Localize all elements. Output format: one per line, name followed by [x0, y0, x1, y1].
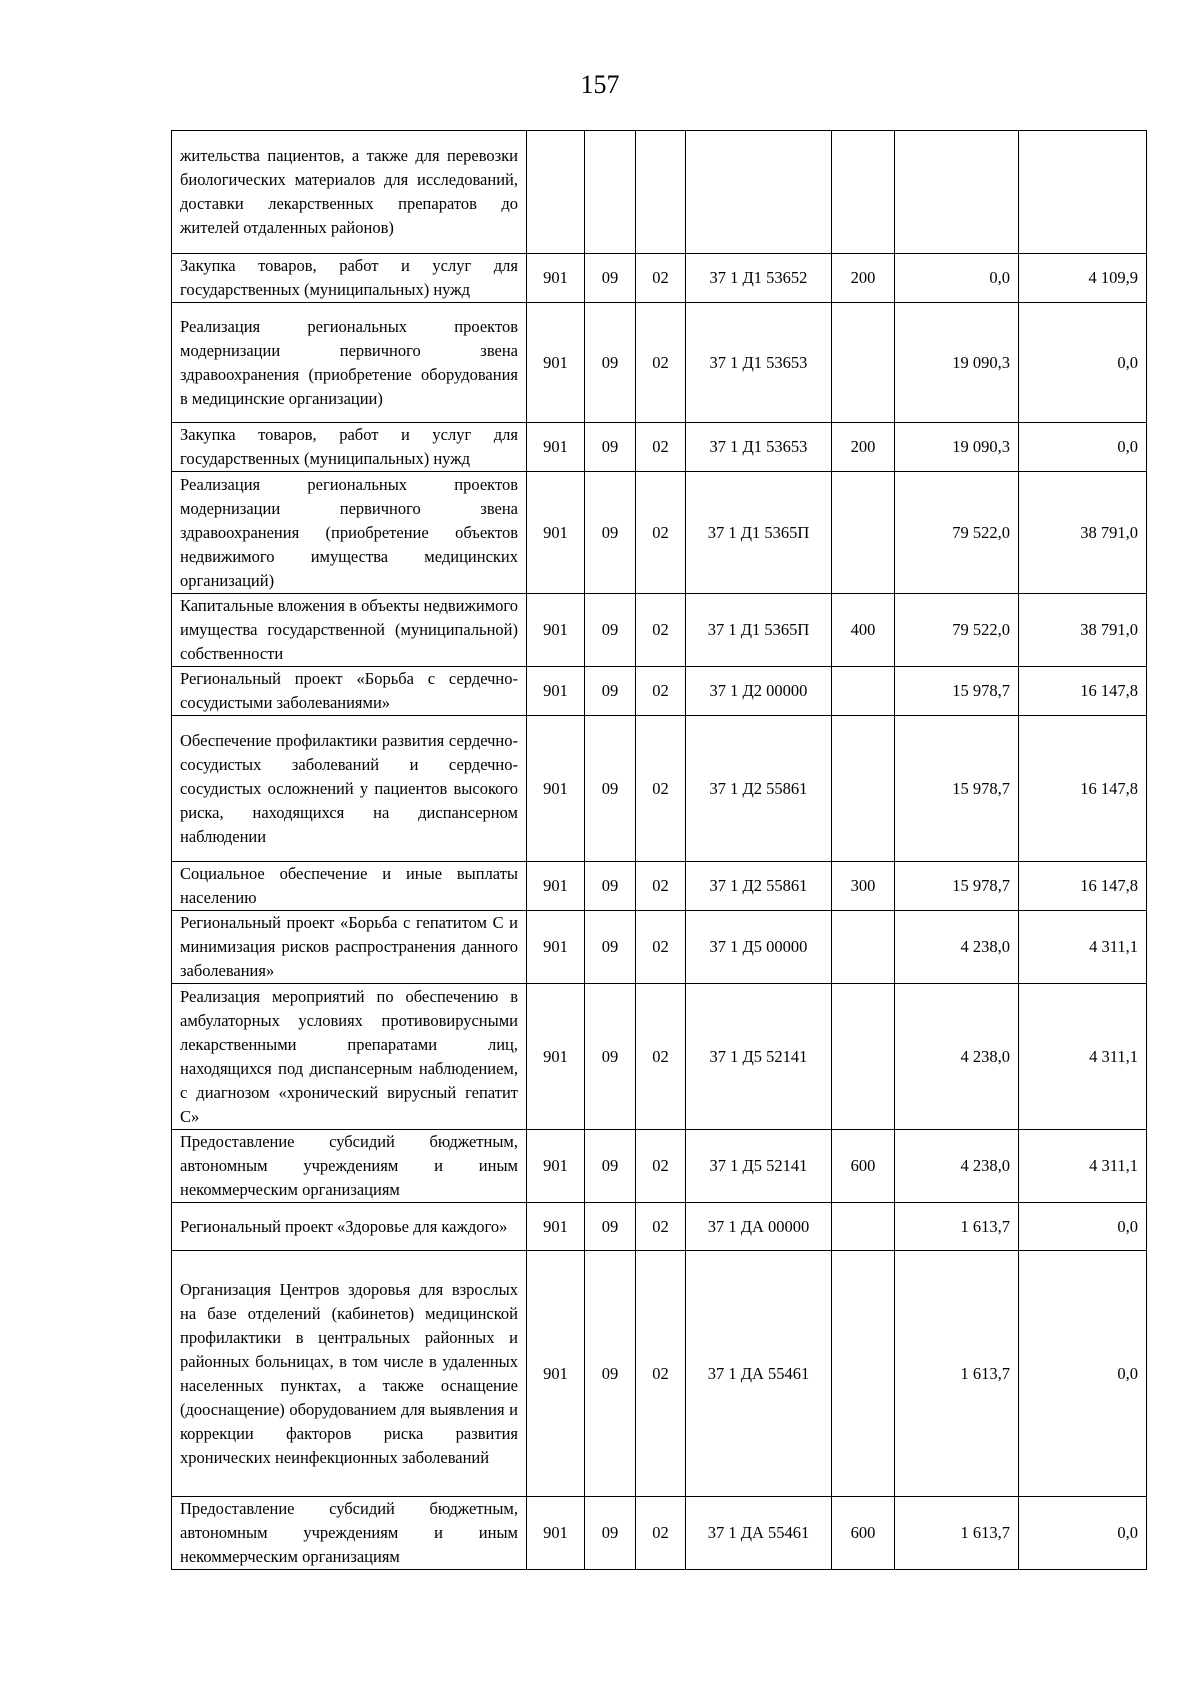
- item-name-cell: Региональный проект «Здоровье для каждого»: [172, 1203, 527, 1251]
- grbs-code-cell: 901: [527, 594, 585, 667]
- subsection-code-cell: 02: [636, 667, 686, 716]
- target-article-cell: 37 1 ДА 55461: [686, 1497, 832, 1570]
- table-row: [172, 911, 1147, 984]
- item-name-cell: Реализация мероприятий по обеспечению в амбулаторных условиях противовирусными лекарственными препаратами лиц, находящихся под диспансерным наблюдением, с диагнозом «хронический вирусный гепатит С»: [172, 984, 527, 1130]
- subsection-code-cell: 02: [636, 984, 686, 1130]
- target-article-cell: 37 1 Д1 5365П: [686, 594, 832, 667]
- grbs-code-cell: 901: [527, 1497, 585, 1570]
- table-row: [172, 716, 1147, 862]
- table-row: [172, 1497, 1147, 1570]
- subsection-code-cell: 02: [636, 862, 686, 911]
- expense-type-cell: 400: [832, 594, 895, 667]
- item-name-cell: Социальное обеспечение и иные выплаты населению: [172, 862, 527, 911]
- table-body: [172, 131, 1147, 1570]
- amount-year1-cell: 1 613,7: [895, 1251, 1019, 1497]
- target-article-cell: 37 1 Д5 52141: [686, 1130, 832, 1203]
- item-name-cell: Организация Центров здоровья для взрослых на базе отделений (кабинетов) медицинской профилактики в центральных районных и районных больницах, в том числе в удаленных населенных пунктах, а также оснащение (дооснащение) оборудованием для выявления и коррекции факторов риска развития хронических неинфекционных заболеваний: [172, 1251, 527, 1497]
- amount-year2-cell: [1019, 131, 1147, 254]
- grbs-code-cell: 901: [527, 984, 585, 1130]
- table-row: [172, 862, 1147, 911]
- item-name-cell: Предоставление субсидий бюджетным, автономным учреждениям и иным некоммерческим организациям: [172, 1130, 527, 1203]
- amount-year1-cell: 15 978,7: [895, 716, 1019, 862]
- subsection-code-cell: 02: [636, 594, 686, 667]
- item-name-cell: Реализация региональных проектов модернизации первичного звена здравоохранения (приобретение оборудования в медицинские организации): [172, 303, 527, 423]
- section-code-cell: 09: [585, 254, 636, 303]
- item-name-cell: Закупка товаров, работ и услуг для государственных (муниципальных) нужд: [172, 254, 527, 303]
- item-name-cell: Обеспечение профилактики развития сердечно-сосудистых заболеваний и сердечно-сосудистых осложнений у пациентов высокого риска, находящихся на диспансерном наблюдении: [172, 716, 527, 862]
- target-article-cell: 37 1 Д1 53653: [686, 303, 832, 423]
- amount-year1-cell: 4 238,0: [895, 1130, 1019, 1203]
- table-row: [172, 472, 1147, 594]
- grbs-code-cell: 901: [527, 667, 585, 716]
- grbs-code-cell: [527, 131, 585, 254]
- table-row: [172, 303, 1147, 423]
- section-code-cell: 09: [585, 716, 636, 862]
- expense-type-cell: [832, 1203, 895, 1251]
- amount-year2-cell: 0,0: [1019, 423, 1147, 472]
- expense-type-cell: [832, 984, 895, 1130]
- section-code-cell: [585, 131, 636, 254]
- amount-year1-cell: 79 522,0: [895, 594, 1019, 667]
- grbs-code-cell: 901: [527, 1251, 585, 1497]
- subsection-code-cell: 02: [636, 716, 686, 862]
- section-code-cell: 09: [585, 303, 636, 423]
- amount-year2-cell: 0,0: [1019, 1203, 1147, 1251]
- amount-year2-cell: 4 311,1: [1019, 911, 1147, 984]
- section-code-cell: 09: [585, 984, 636, 1130]
- amount-year1-cell: [895, 131, 1019, 254]
- expense-type-cell: [832, 716, 895, 862]
- amount-year2-cell: 0,0: [1019, 1497, 1147, 1570]
- section-code-cell: 09: [585, 423, 636, 472]
- amount-year2-cell: 4 311,1: [1019, 984, 1147, 1130]
- expense-type-cell: [832, 667, 895, 716]
- amount-year2-cell: 4 311,1: [1019, 1130, 1147, 1203]
- expense-type-cell: [832, 131, 895, 254]
- amount-year1-cell: 19 090,3: [895, 303, 1019, 423]
- amount-year1-cell: 15 978,7: [895, 862, 1019, 911]
- grbs-code-cell: 901: [527, 303, 585, 423]
- section-code-cell: 09: [585, 1203, 636, 1251]
- grbs-code-cell: 901: [527, 1130, 585, 1203]
- page-number: 157: [580, 70, 620, 99]
- target-article-cell: [686, 131, 832, 254]
- amount-year1-cell: 1 613,7: [895, 1497, 1019, 1570]
- target-article-cell: 37 1 Д2 55861: [686, 862, 832, 911]
- target-article-cell: 37 1 ДА 55461: [686, 1251, 832, 1497]
- target-article-cell: 37 1 Д5 00000: [686, 911, 832, 984]
- amount-year2-cell: 16 147,8: [1019, 716, 1147, 862]
- item-name-cell: Реализация региональных проектов модернизации первичного звена здравоохранения (приобретение объектов недвижимого имущества медицинских организаций): [172, 472, 527, 594]
- table-row: [172, 594, 1147, 667]
- target-article-cell: 37 1 ДА 00000: [686, 1203, 832, 1251]
- item-name-cell: жительства пациентов, а также для перевозки биологических материалов для исследований, доставки лекарственных препаратов до жителей отдаленных районов): [172, 131, 527, 254]
- subsection-code-cell: [636, 131, 686, 254]
- grbs-code-cell: 901: [527, 472, 585, 594]
- grbs-code-cell: 901: [527, 1203, 585, 1251]
- subsection-code-cell: 02: [636, 254, 686, 303]
- expense-type-cell: 300: [832, 862, 895, 911]
- item-name-cell: Предоставление субсидий бюджетным, автономным учреждениям и иным некоммерческим организациям: [172, 1497, 527, 1570]
- expense-type-cell: 600: [832, 1497, 895, 1570]
- subsection-code-cell: 02: [636, 472, 686, 594]
- amount-year1-cell: 1 613,7: [895, 1203, 1019, 1251]
- expense-type-cell: 600: [832, 1130, 895, 1203]
- table-row: [172, 131, 1147, 254]
- section-code-cell: 09: [585, 862, 636, 911]
- amount-year1-cell: 4 238,0: [895, 984, 1019, 1130]
- amount-year1-cell: 19 090,3: [895, 423, 1019, 472]
- target-article-cell: 37 1 Д5 52141: [686, 984, 832, 1130]
- grbs-code-cell: 901: [527, 254, 585, 303]
- expense-type-cell: 200: [832, 423, 895, 472]
- amount-year2-cell: 0,0: [1019, 1251, 1147, 1497]
- section-code-cell: 09: [585, 1251, 636, 1497]
- target-article-cell: 37 1 Д1 53652: [686, 254, 832, 303]
- item-name-cell: Региональный проект «Борьба с гепатитом С и минимизация рисков распространения данного заболевания»: [172, 911, 527, 984]
- target-article-cell: 37 1 Д1 5365П: [686, 472, 832, 594]
- amount-year1-cell: 4 238,0: [895, 911, 1019, 984]
- amount-year2-cell: 16 147,8: [1019, 862, 1147, 911]
- table-row: [172, 1251, 1147, 1497]
- amount-year2-cell: 38 791,0: [1019, 594, 1147, 667]
- subsection-code-cell: 02: [636, 1130, 686, 1203]
- item-name-cell: Капитальные вложения в объекты недвижимого имущества государственной (муниципальной) собственности: [172, 594, 527, 667]
- table-row: [172, 984, 1147, 1130]
- section-code-cell: 09: [585, 911, 636, 984]
- amount-year1-cell: 79 522,0: [895, 472, 1019, 594]
- item-name-cell: Закупка товаров, работ и услуг для государственных (муниципальных) нужд: [172, 423, 527, 472]
- subsection-code-cell: 02: [636, 911, 686, 984]
- expense-type-cell: 200: [832, 254, 895, 303]
- amount-year2-cell: 0,0: [1019, 303, 1147, 423]
- table-row: [172, 667, 1147, 716]
- expense-type-cell: [832, 472, 895, 594]
- table-row: [172, 1203, 1147, 1251]
- subsection-code-cell: 02: [636, 1497, 686, 1570]
- amount-year2-cell: 4 109,9: [1019, 254, 1147, 303]
- grbs-code-cell: 901: [527, 862, 585, 911]
- section-code-cell: 09: [585, 472, 636, 594]
- table-row: [172, 254, 1147, 303]
- item-name-cell: Региональный проект «Борьба с сердечно-сосудистыми заболеваниями»: [172, 667, 527, 716]
- target-article-cell: 37 1 Д1 53653: [686, 423, 832, 472]
- expense-type-cell: [832, 911, 895, 984]
- subsection-code-cell: 02: [636, 1251, 686, 1497]
- section-code-cell: 09: [585, 1497, 636, 1570]
- grbs-code-cell: 901: [527, 716, 585, 862]
- amount-year2-cell: 16 147,8: [1019, 667, 1147, 716]
- grbs-code-cell: 901: [527, 911, 585, 984]
- table-row: [172, 423, 1147, 472]
- section-code-cell: 09: [585, 1130, 636, 1203]
- target-article-cell: 37 1 Д2 00000: [686, 667, 832, 716]
- subsection-code-cell: 02: [636, 423, 686, 472]
- amount-year2-cell: 38 791,0: [1019, 472, 1147, 594]
- subsection-code-cell: 02: [636, 303, 686, 423]
- amount-year1-cell: 0,0: [895, 254, 1019, 303]
- amount-year1-cell: 15 978,7: [895, 667, 1019, 716]
- expense-type-cell: [832, 303, 895, 423]
- section-code-cell: 09: [585, 594, 636, 667]
- target-article-cell: 37 1 Д2 55861: [686, 716, 832, 862]
- budget-table: [171, 130, 1147, 1570]
- section-code-cell: 09: [585, 667, 636, 716]
- grbs-code-cell: 901: [527, 423, 585, 472]
- expense-type-cell: [832, 1251, 895, 1497]
- subsection-code-cell: 02: [636, 1203, 686, 1251]
- table-row: [172, 1130, 1147, 1203]
